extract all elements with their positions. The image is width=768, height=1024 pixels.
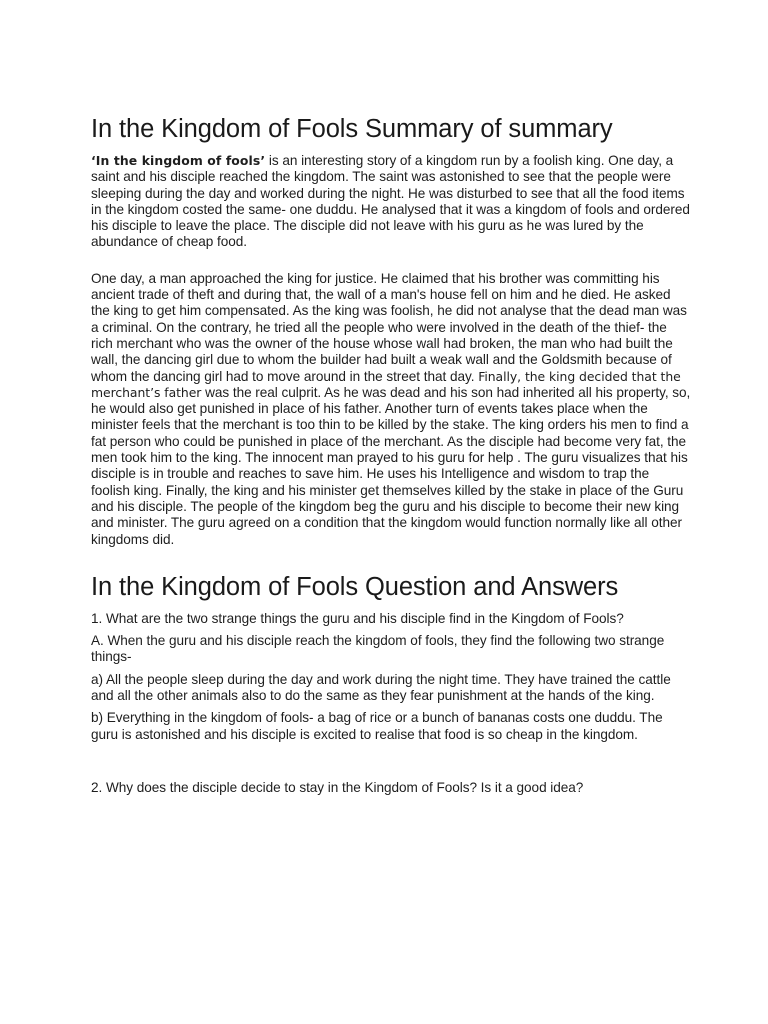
answer-1-point-b: b) Everything in the kingdom of fools- a bag of rice or a bunch of bananas costs one duddu. The guru is astonished and his disciple is excited to realise that food is so cheap in the kingdom. [91, 710, 663, 742]
answer-1-point-a: a) All the people sleep during the day and work during the night time. They have trained the cattle and all the other animals also to do the same as they fear punishment at the hands of the king. [91, 671, 671, 704]
summary-paragraph-2-alt-font-text: Finally, the king decided that the merchant’s father [91, 368, 681, 400]
question-2: 2. Why does the disciple decide to stay in the Kingdom of Fools? Is it a good idea? [91, 779, 584, 795]
summary-paragraph-1 [91, 153, 691, 251]
answer-1: A. When the guru and his disciple reach the kingdom of fools, they find the following two strange things- [91, 633, 665, 665]
summary-paragraph-2 [91, 271, 691, 548]
story-title-bold: ‘In the kingdom of fools’ [91, 153, 266, 168]
qa-title: In the Kingdom of Fools Question and Answers [91, 572, 619, 601]
document-body [91, 114, 691, 802]
summary-paragraph-1-text: is an interesting story of a kingdom run by a foolish king. One day, a saint and his disciple reached the kingdom. The saint was astonished to see that the people were sleeping during the day and worked during the night. He was disturbed to see that all the food items in the kingdom costed the same- one duddu. He analysed that it was a kingdom of fools and ordered his disciple to leave the place. The disciple did not leave with his guru as he was lured by the abundance of cheap food. [91, 153, 690, 250]
summary-title: In the Kingdom of Fools Summary of summary [91, 115, 613, 143]
summary-paragraph-2-text-b: was the real culprit. As he was dead and his son had inherited all his property, so, he would also get punished in place of his father. Another turn of events takes place when the minister feels that the merchant is too thin to be killed by the stake. The king orders his men to find a fat person who could be punished in place of the merchant. As the disciple had become very fat, the men took him to the king. The innocent man prayed to his guru for help . The guru visualizes that his disciple is in trouble and reaches to save him. He uses his Intelligence and wisdom to trap the foolish king. Finally, the king and his minister get themselves killed by the stake in place of the Guru and his disciple. The people of the kingdom beg the guru and his disciple to become their new king and minister. The guru agreed on a condition that the kingdom would function normally like all other kingdoms did. [91, 384, 691, 547]
summary-paragraph-2-text-a: One day, a man approached the king for justice. He claimed that his brother was committing his ancient trade of theft and during that, the wall of a man's house fell on him and he died. He asked the king to get him compensated. As the king was foolish, he did not analyse that the dead man was a criminal. On the contrary, he tried all the people who were involved in the death of the thief- the rich merchant who was the owner of the house whose wall had broken, the man who had built the wall, the dancing girl due to whom the builder had built a weak wall and the Goldsmith because of whom the dancing girl had to move around in the street that day. [91, 270, 687, 384]
question-1: 1. What are the two strange things the guru and his disciple find in the Kingdom of Fools? [91, 610, 624, 626]
